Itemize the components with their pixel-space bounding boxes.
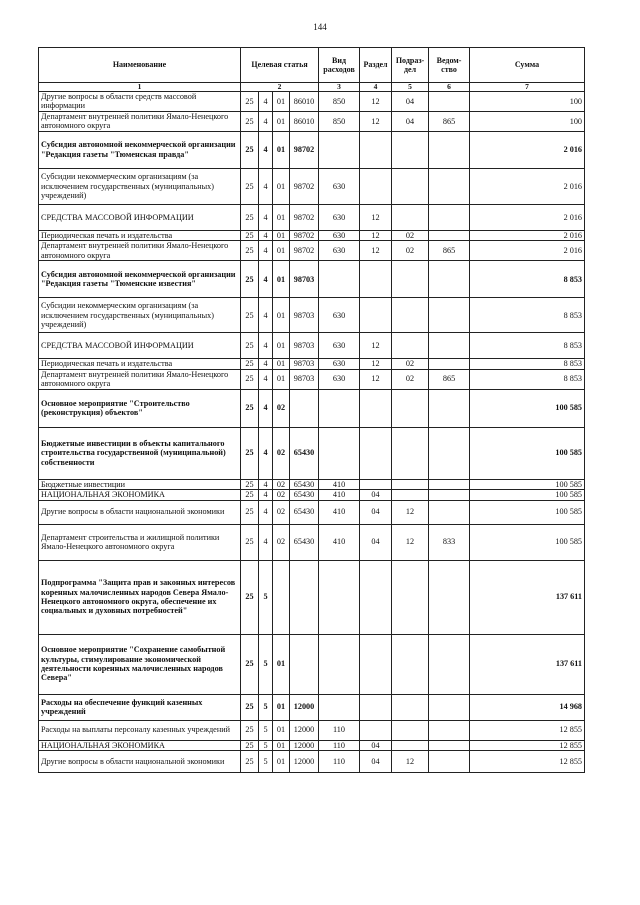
section: [360, 298, 392, 333]
subsection: [392, 298, 429, 333]
target-event: 01: [273, 230, 290, 240]
expense-type: 630: [319, 298, 360, 333]
amount: 100: [470, 92, 585, 112]
amount: 137 611: [470, 560, 585, 634]
subsection: [392, 740, 429, 750]
target-direction: 98702: [290, 241, 319, 261]
section: 12: [360, 230, 392, 240]
department-code: 833: [429, 524, 470, 560]
row-name: Основное мероприятие "Строительство (реконструкция) объектов": [39, 389, 241, 427]
table-row: [39, 92, 585, 112]
target-event: 02: [273, 524, 290, 560]
department-code: 865: [429, 241, 470, 261]
col-number: 2: [241, 83, 319, 92]
target-direction: 98702: [290, 204, 319, 230]
target-subprogram: 4: [259, 261, 273, 298]
subsection: [392, 333, 429, 359]
amount: 137 611: [470, 634, 585, 694]
table-row: [39, 298, 585, 333]
target-program: 25: [241, 131, 259, 168]
target-event: 01: [273, 720, 290, 740]
expense-type: [319, 131, 360, 168]
department-code: [429, 359, 470, 369]
target-event: 01: [273, 634, 290, 694]
amount: 8 853: [470, 261, 585, 298]
expense-type: 630: [319, 204, 360, 230]
subsection: 02: [392, 230, 429, 240]
department-code: [429, 131, 470, 168]
row-name: Департамент внутренней политики Ямало-Ненецкого автономного округа: [39, 111, 241, 131]
section: [360, 479, 392, 489]
expense-type: [319, 634, 360, 694]
page-number: 144: [313, 22, 327, 32]
section: 12: [360, 241, 392, 261]
expense-type: 850: [319, 92, 360, 112]
amount: 2 016: [470, 230, 585, 240]
row-name: Другие вопросы в области национальной экономики: [39, 500, 241, 524]
target-direction: 98703: [290, 298, 319, 333]
target-direction: 12000: [290, 720, 319, 740]
header-subsection: Подраз-дел: [392, 48, 429, 83]
department-code: [429, 500, 470, 524]
row-name: Бюджетные инвестиции в объекты капитального строительства государственной (муниципальной) собственности: [39, 427, 241, 479]
row-name: Другие вопросы в области национальной экономики: [39, 750, 241, 772]
expense-type: 630: [319, 333, 360, 359]
column-number-row: [39, 83, 585, 92]
target-subprogram: 5: [259, 720, 273, 740]
row-name: Департамент строительства и жилищной политики Ямало-Ненецкого автономного округа: [39, 524, 241, 560]
target-program: 25: [241, 479, 259, 489]
target-event: [273, 560, 290, 634]
target-subprogram: 4: [259, 111, 273, 131]
amount: 12 855: [470, 720, 585, 740]
target-subprogram: 4: [259, 333, 273, 359]
table-row: [39, 750, 585, 772]
header-row: [39, 48, 585, 83]
target-direction: 65430: [290, 427, 319, 479]
table-row: [39, 359, 585, 369]
table-row: [39, 500, 585, 524]
target-event: 01: [273, 241, 290, 261]
subsection: 02: [392, 369, 429, 389]
amount: 100 585: [470, 427, 585, 479]
target-direction: 98703: [290, 333, 319, 359]
target-subprogram: 4: [259, 389, 273, 427]
target-program: 25: [241, 740, 259, 750]
target-event: 01: [273, 261, 290, 298]
row-name: Расходы на выплаты персоналу казенных учреждений: [39, 720, 241, 740]
subsection: [392, 131, 429, 168]
header-amount: Сумма: [470, 48, 585, 83]
amount: 8 853: [470, 369, 585, 389]
section: [360, 261, 392, 298]
section: 04: [360, 500, 392, 524]
expense-type: 410: [319, 500, 360, 524]
target-subprogram: 4: [259, 479, 273, 489]
expense-type: 630: [319, 230, 360, 240]
amount: 14 968: [470, 694, 585, 720]
row-name: Субсидия автономной некоммерческой организации "Редакция газеты "Тюменские известия": [39, 261, 241, 298]
target-event: 01: [273, 131, 290, 168]
table-row: [39, 111, 585, 131]
subsection: 02: [392, 359, 429, 369]
expense-type: 110: [319, 750, 360, 772]
target-subprogram: 4: [259, 369, 273, 389]
subsection: 12: [392, 750, 429, 772]
target-direction: [290, 560, 319, 634]
target-direction: [290, 634, 319, 694]
department-code: [429, 634, 470, 694]
target-subprogram: 5: [259, 750, 273, 772]
amount: 100 585: [470, 389, 585, 427]
table-row: [39, 261, 585, 298]
amount: 12 855: [470, 740, 585, 750]
expense-type: 630: [319, 241, 360, 261]
department-code: [429, 740, 470, 750]
section: 12: [360, 111, 392, 131]
department-code: [429, 694, 470, 720]
expense-type: 410: [319, 479, 360, 489]
expense-type: 410: [319, 490, 360, 500]
target-program: 25: [241, 333, 259, 359]
row-name: Расходы на обеспечение функций казенных учреждений: [39, 694, 241, 720]
expense-type: 630: [319, 359, 360, 369]
target-direction: 98702: [290, 168, 319, 204]
target-program: 25: [241, 427, 259, 479]
department-code: [429, 479, 470, 489]
target-program: 25: [241, 500, 259, 524]
section: 12: [360, 359, 392, 369]
target-direction: 98703: [290, 359, 319, 369]
subsection: [392, 389, 429, 427]
target-program: 25: [241, 560, 259, 634]
department-code: [429, 92, 470, 112]
table-row: [39, 560, 585, 634]
subsection: 02: [392, 241, 429, 261]
target-program: 25: [241, 230, 259, 240]
subsection: [392, 427, 429, 479]
target-direction: 86010: [290, 92, 319, 112]
target-direction: 98702: [290, 230, 319, 240]
target-program: 25: [241, 168, 259, 204]
subsection: [392, 720, 429, 740]
amount: 100 585: [470, 490, 585, 500]
header-section: Раздел: [360, 48, 392, 83]
target-subprogram: 5: [259, 634, 273, 694]
row-name: Субсидия автономной некоммерческой организации "Редакция газеты "Тюменская правда": [39, 131, 241, 168]
section: [360, 720, 392, 740]
col-number: 3: [319, 83, 360, 92]
section: [360, 694, 392, 720]
target-subprogram: 4: [259, 298, 273, 333]
amount: 8 853: [470, 298, 585, 333]
expense-type: [319, 694, 360, 720]
department-code: 865: [429, 111, 470, 131]
table-row: [39, 369, 585, 389]
header-name: Наименование: [39, 48, 241, 83]
amount: 2 016: [470, 131, 585, 168]
target-subprogram: 4: [259, 427, 273, 479]
table-row: [39, 204, 585, 230]
section: 12: [360, 369, 392, 389]
budget-table: [38, 47, 585, 773]
target-program: 25: [241, 369, 259, 389]
table-row: [39, 230, 585, 240]
department-code: [429, 560, 470, 634]
row-name: НАЦИОНАЛЬНАЯ ЭКОНОМИКА: [39, 740, 241, 750]
target-event: 01: [273, 168, 290, 204]
table-row: [39, 333, 585, 359]
header-expense-type: Вид расходов: [319, 48, 360, 83]
target-direction: 12000: [290, 694, 319, 720]
row-name: Бюджетные инвестиции: [39, 479, 241, 489]
table-row: [39, 131, 585, 168]
col-number: 1: [39, 83, 241, 92]
expense-type: [319, 427, 360, 479]
table-row: [39, 427, 585, 479]
header-department: Ведом-ство: [429, 48, 470, 83]
subsection: [392, 204, 429, 230]
target-direction: 65430: [290, 500, 319, 524]
expense-type: 630: [319, 369, 360, 389]
row-name: НАЦИОНАЛЬНАЯ ЭКОНОМИКА: [39, 490, 241, 500]
expense-type: 410: [319, 524, 360, 560]
amount: 8 853: [470, 333, 585, 359]
target-event: 01: [273, 359, 290, 369]
section: [360, 634, 392, 694]
row-name: СРЕДСТВА МАССОВОЙ ИНФОРМАЦИИ: [39, 204, 241, 230]
expense-type: 110: [319, 740, 360, 750]
target-program: 25: [241, 261, 259, 298]
target-subprogram: 4: [259, 131, 273, 168]
target-program: 25: [241, 204, 259, 230]
row-name: Подпрограмма "Защита прав и законных интересов коренных малочисленных народов Севера Ямало-Ненецкого автономного округа, обеспечение их социальных и духовных потребностей": [39, 560, 241, 634]
table-row: [39, 740, 585, 750]
row-name: Периодическая печать и издательства: [39, 230, 241, 240]
section: 04: [360, 490, 392, 500]
target-subprogram: 5: [259, 694, 273, 720]
subsection: [392, 694, 429, 720]
expense-type: 630: [319, 168, 360, 204]
target-subprogram: 4: [259, 168, 273, 204]
table-row: [39, 490, 585, 500]
section: 04: [360, 750, 392, 772]
table-row: [39, 524, 585, 560]
target-program: 25: [241, 524, 259, 560]
amount: 12 855: [470, 750, 585, 772]
target-direction: 12000: [290, 750, 319, 772]
section: [360, 560, 392, 634]
row-name: Другие вопросы в области средств массовой информации: [39, 92, 241, 112]
col-number: 5: [392, 83, 429, 92]
target-program: 25: [241, 241, 259, 261]
target-subprogram: 4: [259, 359, 273, 369]
target-program: 25: [241, 634, 259, 694]
target-subprogram: 5: [259, 740, 273, 750]
target-direction: 65430: [290, 479, 319, 489]
subsection: [392, 479, 429, 489]
target-program: 25: [241, 720, 259, 740]
row-name: Периодическая печать и издательства: [39, 359, 241, 369]
row-name: Департамент внутренней политики Ямало-Ненецкого автономного округа: [39, 241, 241, 261]
department-code: [429, 333, 470, 359]
amount: 100: [470, 111, 585, 131]
target-subprogram: 5: [259, 560, 273, 634]
table-body: [39, 92, 585, 773]
department-code: [429, 261, 470, 298]
target-direction: 65430: [290, 524, 319, 560]
row-name: Субсидии некоммерческим организациям (за исключением государственных (муниципальных) учреждений): [39, 168, 241, 204]
expense-type: 110: [319, 720, 360, 740]
department-code: [429, 204, 470, 230]
col-number: 4: [360, 83, 392, 92]
target-program: 25: [241, 490, 259, 500]
target-event: 02: [273, 500, 290, 524]
section: [360, 131, 392, 168]
target-subprogram: 4: [259, 490, 273, 500]
row-name: СРЕДСТВА МАССОВОЙ ИНФОРМАЦИИ: [39, 333, 241, 359]
section: 12: [360, 333, 392, 359]
section: 04: [360, 740, 392, 750]
amount: 2 016: [470, 241, 585, 261]
amount: 100 585: [470, 500, 585, 524]
target-event: 02: [273, 479, 290, 489]
subsection: 12: [392, 500, 429, 524]
subsection: 12: [392, 524, 429, 560]
target-direction: 98703: [290, 369, 319, 389]
target-subprogram: 4: [259, 500, 273, 524]
expense-type: [319, 261, 360, 298]
expense-type: [319, 560, 360, 634]
target-program: 25: [241, 298, 259, 333]
table-row: [39, 389, 585, 427]
target-direction: 65430: [290, 490, 319, 500]
target-direction: 86010: [290, 111, 319, 131]
subsection: [392, 490, 429, 500]
subsection: [392, 261, 429, 298]
department-code: [429, 168, 470, 204]
target-event: 01: [273, 333, 290, 359]
section: [360, 389, 392, 427]
target-program: 25: [241, 111, 259, 131]
target-subprogram: 4: [259, 230, 273, 240]
section: 12: [360, 204, 392, 230]
table-row: [39, 720, 585, 740]
section: 04: [360, 524, 392, 560]
col-number: 7: [470, 83, 585, 92]
amount: 100 585: [470, 479, 585, 489]
section: 12: [360, 92, 392, 112]
target-event: 01: [273, 204, 290, 230]
table-row: [39, 694, 585, 720]
expense-type: 850: [319, 111, 360, 131]
target-event: 01: [273, 694, 290, 720]
section: [360, 427, 392, 479]
department-code: 865: [429, 369, 470, 389]
target-event: 01: [273, 369, 290, 389]
target-event: 02: [273, 490, 290, 500]
target-direction: 98703: [290, 261, 319, 298]
department-code: [429, 230, 470, 240]
target-event: 01: [273, 740, 290, 750]
target-program: 25: [241, 389, 259, 427]
target-program: 25: [241, 359, 259, 369]
amount: 2 016: [470, 168, 585, 204]
amount: 2 016: [470, 204, 585, 230]
expense-type: [319, 389, 360, 427]
target-direction: 12000: [290, 740, 319, 750]
department-code: [429, 490, 470, 500]
target-event: 01: [273, 750, 290, 772]
row-name: Основное мероприятие "Сохранение самобытной культуры, стимулирование экономической деятельности коренных малочисленных народов Севера": [39, 634, 241, 694]
subsection: 04: [392, 92, 429, 112]
subsection: [392, 560, 429, 634]
amount: 8 853: [470, 359, 585, 369]
subsection: [392, 168, 429, 204]
target-event: 02: [273, 427, 290, 479]
target-event: 02: [273, 389, 290, 427]
target-subprogram: 4: [259, 204, 273, 230]
department-code: [429, 389, 470, 427]
target-program: 25: [241, 92, 259, 112]
subsection: 04: [392, 111, 429, 131]
table-row: [39, 241, 585, 261]
subsection: [392, 634, 429, 694]
target-program: 25: [241, 750, 259, 772]
row-name: Субсидии некоммерческим организациям (за исключением государственных (муниципальных) учреждений): [39, 298, 241, 333]
department-code: [429, 298, 470, 333]
header-target-article: Целевая статья: [241, 48, 319, 83]
table-row: [39, 634, 585, 694]
amount: 100 585: [470, 524, 585, 560]
row-name: Департамент внутренней политики Ямало-Ненецкого автономного округа: [39, 369, 241, 389]
target-program: 25: [241, 694, 259, 720]
target-subprogram: 4: [259, 241, 273, 261]
table-row: [39, 168, 585, 204]
department-code: [429, 750, 470, 772]
table-row: [39, 479, 585, 489]
target-direction: 98702: [290, 131, 319, 168]
target-event: 01: [273, 111, 290, 131]
col-number: 6: [429, 83, 470, 92]
department-code: [429, 720, 470, 740]
target-direction: [290, 389, 319, 427]
target-subprogram: 4: [259, 92, 273, 112]
target-subprogram: 4: [259, 524, 273, 560]
section: [360, 168, 392, 204]
target-event: 01: [273, 298, 290, 333]
target-event: 01: [273, 92, 290, 112]
department-code: [429, 427, 470, 479]
